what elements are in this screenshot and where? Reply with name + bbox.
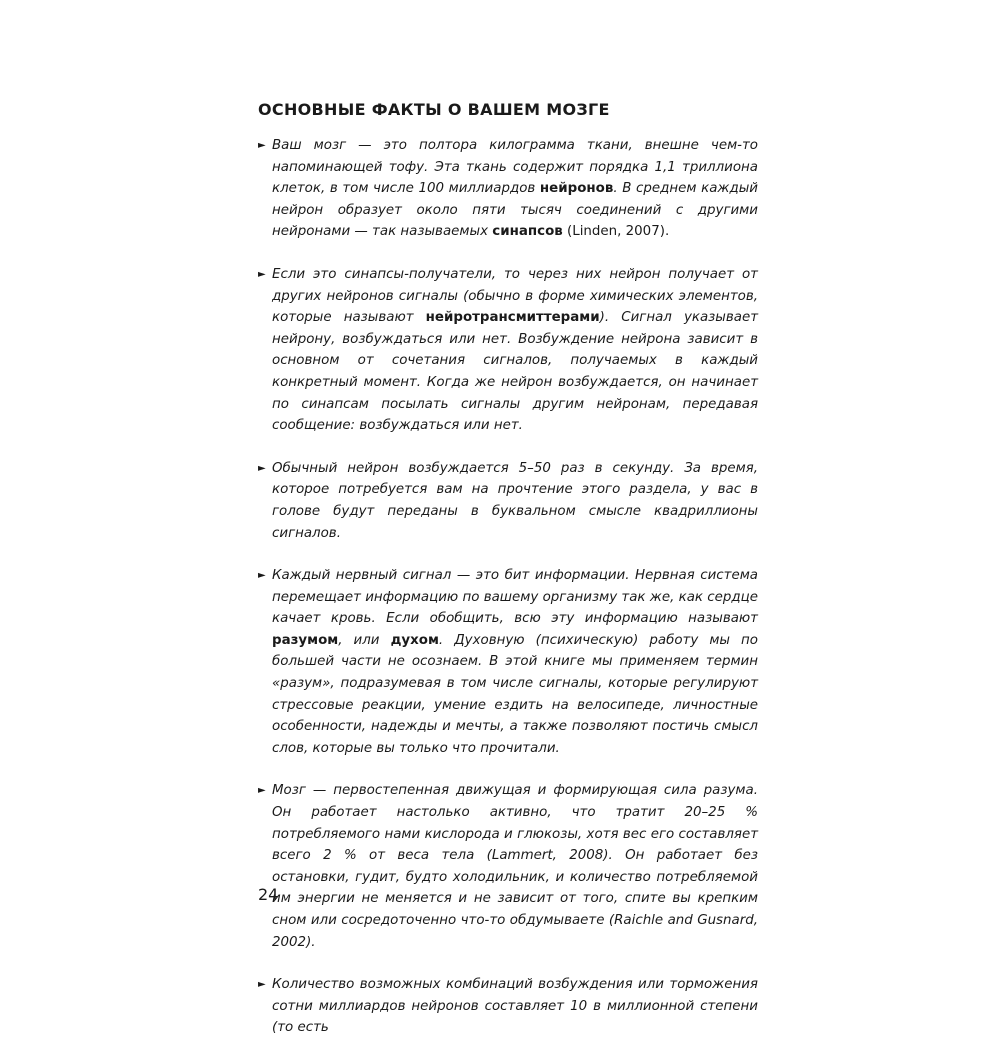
- triangle-right-icon: ►: [258, 462, 266, 474]
- fact-part: Каждый нервный сигнал — это бит информации. Нервная система перемещает информацию по вашему организму так же, как сердце качает кровь. Если обобщить, всю эту информацию называют: [272, 568, 758, 627]
- fact-item: [258, 780, 758, 953]
- facts-list: [258, 135, 758, 1060]
- fact-term: синапсов: [492, 224, 563, 240]
- triangle-right-icon: ►: [258, 979, 266, 991]
- fact-term: духом: [390, 632, 439, 648]
- triangle-right-icon: ►: [258, 268, 266, 280]
- fact-part: Мозг — первостепенная движущая и формирующая сила разума. Он работает настолько активно, что тратит 20–25 % потребляемого нами кислорода и глюкозы, хотя вес его составляет всего 2 % от веса тела (Lammert, 2008). Он работает без остановки, гудит, будто холодильник, и количество потребляемой им энергии не меняется и не зависит от того, спите вы крепким сном или сосредоточенно что-то обдумываете (Raichle and Gusnard, 2002).: [272, 783, 758, 950]
- page-number: 24: [258, 885, 279, 904]
- triangle-right-icon: ►: [258, 785, 266, 797]
- fact-item: [258, 974, 758, 1039]
- fact-part: ). Сигнал указывает нейрону, возбуждаться или нет. Возбуждение нейрона зависит в основном от сочетания сигналов, получаемых в каждый конкретный момент. Когда же нейрон возбуждается, он начинает по синапсам посылать сигналы другим нейронам, передавая сообщение: возбуждаться или нет.: [272, 310, 758, 434]
- fact-part: Если это синапсы-получатели, то через них нейрон получает от других нейронов сигналы (обычно в форме химических элементов, которые называют: [272, 266, 758, 326]
- fact-part: , или: [338, 632, 391, 648]
- section-heading: ОСНОВНЫЕ ФАКТЫ О ВАШЕМ МОЗГЕ: [258, 100, 610, 119]
- fact-term: нейронов: [539, 181, 614, 197]
- fact-part: . В среднем каждый нейрон образует около пяти тысяч соединений с другими нейронами — так называемых: [272, 181, 758, 240]
- fact-part: Ваш мозг — это полтора килограмма ткани, внешне чем-то напоминающей тофу. Эта ткань содержит порядка 1,1 триллиона клеток, в том числе 100 миллиардов: [272, 138, 758, 197]
- fact-item: [258, 264, 758, 437]
- fact-term: разумом: [272, 632, 339, 648]
- fact-term: нейротрансмиттерами: [425, 310, 600, 326]
- triangle-right-icon: ►: [258, 140, 266, 151]
- fact-part: Обычный нейрон возбуждается 5–50 раз в секунду. За время, которое потребуется вам на прочтение этого раздела, у вас в голове будут переданы в буквальном смысле квадриллионы сигналов.: [272, 460, 758, 541]
- fact-part: . Духовную (психическую) работу мы по большей части не осознаем. В этой книге мы применяем термин «разум», подразумевая в том числе сигналы, которые регулируют стрессовые реакции, умение ездить на велосипеде, личностные особенности, надежды и мечты, а также позволяют постичь смысл слов, которые вы только что прочитали.: [272, 632, 758, 756]
- fact-citation: (Linden, 2007).: [562, 224, 670, 240]
- fact-item: [258, 565, 758, 759]
- fact-item: [258, 458, 758, 544]
- fact-item: [258, 135, 758, 243]
- fact-part: Количество возможных комбинаций возбуждения или торможения сотни миллиардов нейронов составляет 10 в миллионной степени (то есть: [272, 977, 758, 1036]
- triangle-right-icon: ►: [258, 570, 266, 582]
